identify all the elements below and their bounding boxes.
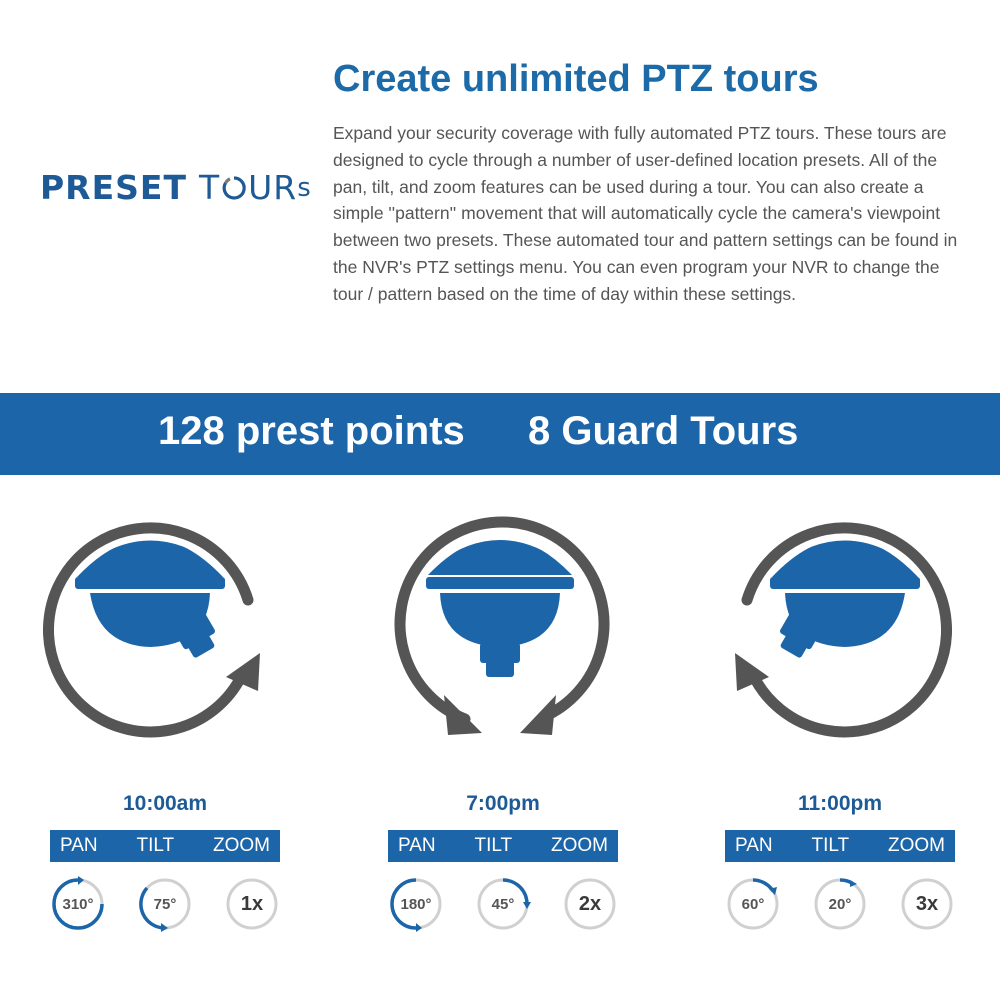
camera-rotate-right-icon: [30, 505, 270, 745]
ptz-header-bar: [50, 830, 280, 862]
ptz-values: [725, 876, 955, 932]
zoom-dial: [562, 876, 618, 932]
tilt-value: 20°: [828, 895, 852, 913]
banner-preset-points: 128 prest points: [158, 409, 465, 453]
zoom-value: 3x: [915, 892, 939, 915]
tilt-value: 45°: [491, 895, 515, 913]
banner-guard-tours: 8 Guard Tours: [528, 409, 799, 453]
tour-time: 11:00pm: [797, 792, 883, 815]
pan-label: PAN: [60, 835, 98, 856]
tilt-dial: [137, 876, 193, 932]
pan-dial: [50, 876, 106, 932]
zoom-label: ZOOM: [212, 835, 270, 856]
preset-tours-logo: [40, 168, 312, 207]
zoom-label: ZOOM: [550, 835, 608, 856]
tour-panel-2: [388, 792, 618, 932]
tilt-label: TILT: [474, 835, 513, 856]
page-title: Create unlimited PTZ tours: [333, 58, 819, 100]
tilt-label: TILT: [811, 835, 850, 856]
ptz-header-bar: [725, 830, 955, 862]
pan-value: 310°: [62, 895, 94, 913]
pan-value: 180°: [400, 895, 432, 913]
zoom-dial: [899, 876, 955, 932]
tour-time: 10:00am: [122, 792, 208, 815]
tour-time: 7:00pm: [466, 792, 540, 815]
zoom-dial: [224, 876, 280, 932]
camera-rotate-left-icon: [725, 505, 965, 745]
zoom-value: 2x: [578, 892, 602, 915]
ptz-header-bar: [388, 830, 618, 862]
pan-dial: [725, 876, 781, 932]
tour-panel-1: [50, 792, 280, 932]
ptz-values: [388, 876, 618, 932]
zoom-value: 1x: [240, 892, 264, 915]
tour-panel-3: [725, 792, 955, 932]
pan-label: PAN: [735, 835, 773, 856]
tilt-dial: [812, 876, 868, 932]
tilt-dial: [475, 876, 531, 932]
logo-ring-icon: [221, 175, 247, 201]
ptz-values: [50, 876, 280, 932]
tilt-label: TILT: [136, 835, 175, 856]
feature-banner: [0, 393, 1000, 475]
tilt-value: 75°: [153, 895, 177, 913]
camera-rotate-down-icon: [380, 505, 620, 745]
pan-value: 60°: [741, 895, 765, 913]
logo-word-tours: T UR s: [198, 168, 312, 207]
pan-dial: [388, 876, 444, 932]
logo-word-preset: PRESET: [40, 168, 187, 207]
pan-label: PAN: [398, 835, 436, 856]
zoom-label: ZOOM: [887, 835, 945, 856]
description-text: Expand your security coverage with fully automated PTZ tours. These tours are designed to cycle through a number of user-defined location presets. All of the pan, tilt, and zoom features can be used during a tour. You can also create a simple ''pattern'' movement that will automatically cycle the camera's viewpoint between two presets. These automated tour and pattern settings can be found in the NVR's PTZ settings menu. You can even program your NVR to change the tour / pattern based on the time of day within these settings.: [333, 123, 958, 304]
